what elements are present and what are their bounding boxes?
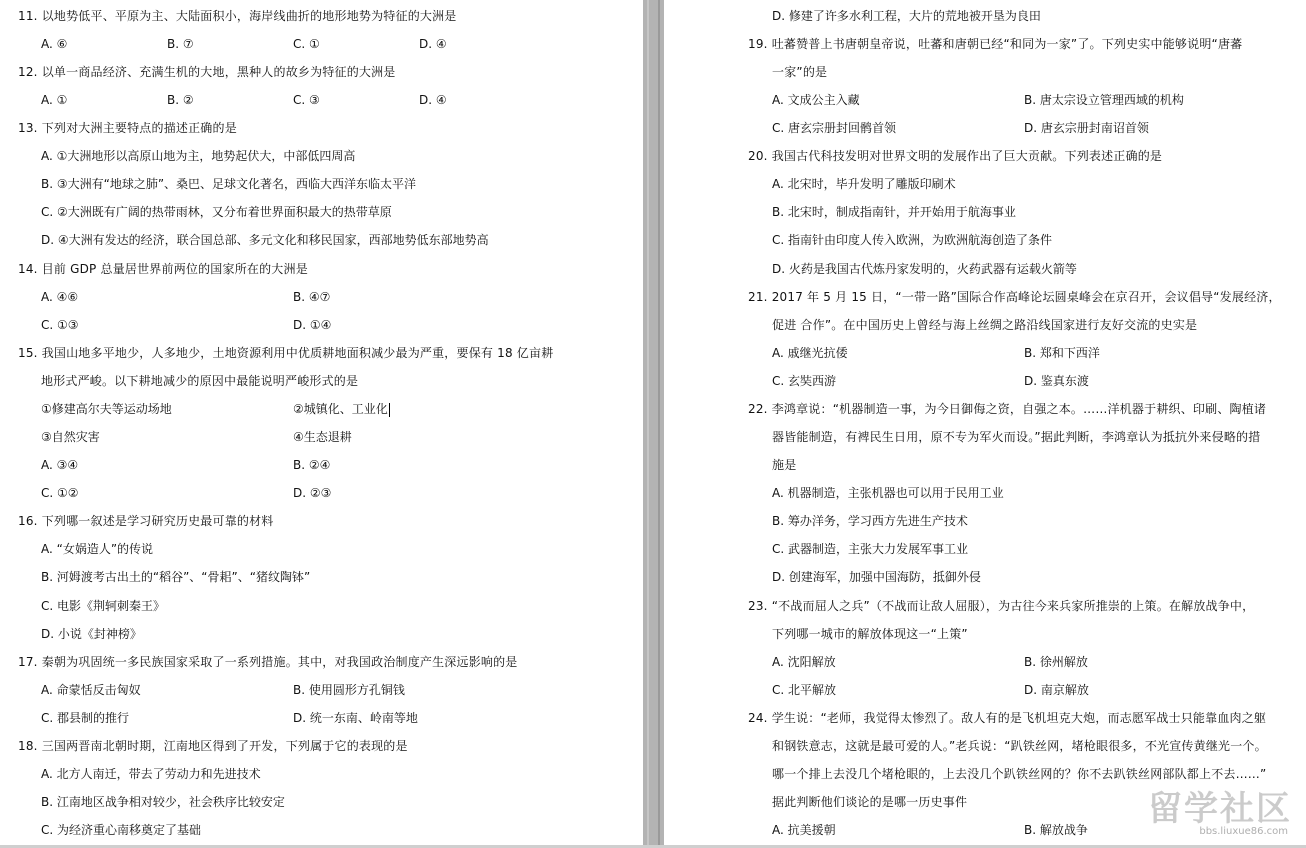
q21-option-d: D. 鉴真东渡 [1024,374,1089,388]
q13-option-b: B. ③大洲有“地球之肺”、桑巴、足球文化著名，西临大西洋东临太平洋 [41,177,417,191]
q22-option-b: B. 筹办洋务，学习西方先进生产技术 [772,514,968,528]
watermark-url: bbs.liuxue86.com [1199,826,1288,837]
q14-option-d: D. ①④ [293,318,332,332]
q17-option-b: B. 使用圆形方孔铜钱 [293,683,405,697]
q23-option-a: A. 沈阳解放 [772,655,836,669]
q16-option-b: B. 河姆渡考古出土的“稻谷”、“骨耜”、“猪纹陶钵” [41,570,311,584]
q13-option-a: A. ①大洲地形以高原山地为主，地势起伏大，中部低四周高 [41,149,356,163]
q13-option-d: D. ④大洲有发达的经济，联合国总部、多元文化和移民国家，西部地势低东部地势高 [41,233,489,247]
q22-option-c: C. 武器制造，主张大力发展军事工业 [772,542,969,556]
q12-option-b: B. ② [167,93,194,107]
q12-stem: 12. 以单一商品经济、充满生机的大地，黑种人的故乡为特征的大洲是 [18,65,396,79]
q17-option-a: A. 命蒙恬反击匈奴 [41,683,141,697]
q21-stem-line1: 21. 2017 年 5 月 15 日，“一带一路”国际合作高峰论坛圆桌峰会在京召开，会议倡导“发展经济， [748,290,1281,304]
watermark-text: 留学社区 [1148,789,1292,829]
q15-item-3: ③自然灾害 [41,430,100,444]
q24-stem-line2: 和钢铁意志，这就是最可爱的人。”老兵说：“趴铁丝网，堵枪眼很多，不光宣传黄继光一个。 [772,739,1267,753]
q21-option-b: B. 郑和下西洋 [1024,346,1100,360]
q19-option-a: A. 文成公主入藏 [772,93,860,107]
q19-option-c: C. 唐玄宗册封回鹘首领 [772,121,897,135]
q21-stem-line2: 促进 合作”。在中国历史上曾经与海上丝绸之路沿线国家进行友好交流的史实是 [772,318,1198,332]
q14-option-c: C. ①③ [41,318,79,332]
text-cursor [389,403,390,417]
q17-option-c: C. 郡县制的推行 [41,711,130,725]
q23-option-b: B. 徐州解放 [1024,655,1088,669]
q22-stem-line2: 器皆能制造，有裨民生日用，原不专为军火而设。”据此判断，李鸿章认为抵抗外来侵略的措 [772,430,1261,444]
q18-option-b: B. 江南地区战争相对较少，社会秩序比较安定 [41,795,285,809]
left-page [0,0,643,848]
q18-option-d: D. 修建了许多水利工程，大片的荒地被开垦为良田 [772,9,1041,23]
q21-option-a: A. 戚继光抗倭 [772,346,848,360]
page-gutter [643,0,664,848]
q12-option-c: C. ③ [293,93,320,107]
q13-stem: 13. 下列对大洲主要特点的描述正确的是 [18,121,237,135]
q15-item-1: ①修建高尔夫等运动场地 [41,402,172,416]
q11-stem: 11. 以地势低平、平原为主、大陆面积小，海岸线曲折的地形地势为特征的大洲是 [18,9,457,23]
site-watermark [1122,790,1292,840]
q15-item-2: ②城镇化、工业化 [293,402,388,416]
right-page [664,0,1306,848]
q19-stem-line1: 19. 吐蕃赞普上书唐朝皇帝说，吐蕃和唐朝已经“和同为一家”了。下列史实中能够说明“唐蕃 [748,37,1243,51]
q24-stem-line3: 哪一个排上去没几个堵枪眼的，上去没几个趴铁丝网的？你不去趴铁丝网部队都上不去……” [772,767,1267,781]
q12-option-a: A. ① [41,93,68,107]
q20-option-b: B. 北宋时，制成指南针，并开始用于航海事业 [772,205,1016,219]
q24-option-b: B. 解放战争 [1024,823,1088,837]
q11-option-a: A. ⑥ [41,37,68,51]
q20-option-a: A. 北宋时，毕升发明了雕版印刷术 [772,177,956,191]
q19-stem-line2: 一家”的是 [772,65,828,79]
q16-stem: 16. 下列哪一叙述是学习研究历史最可靠的材料 [18,514,274,528]
q23-option-d: D. 南京解放 [1024,683,1089,697]
q11-option-c: C. ① [293,37,320,51]
q24-stem-line1: 24. 学生说：“老师，我觉得太惨烈了。敌人有的是飞机坦克大炮，而志愿军战士只能靠血肉之躯 [748,711,1267,725]
q15-stem-line2: 地形式严峻。以下耕地减少的原因中最能说明严峻形式的是 [41,374,359,388]
q20-stem: 20. 我国古代科技发明对世界文明的发展作出了巨大贡献。下列表述正确的是 [748,149,1163,163]
q11-option-b: B. ⑦ [167,37,194,51]
q15-stem-line1: 15. 我国山地多平地少，人多地少，土地资源利用中优质耕地面积减少最为严重，要保有 18 亿亩耕 [18,346,554,360]
q18-option-a: A. 北方人南迁，带去了劳动力和先进技术 [41,767,261,781]
q21-option-c: C. 玄奘西游 [772,374,837,388]
q15-option-b: B. ②④ [293,458,331,472]
q14-option-a: A. ④⑥ [41,290,79,304]
q23-stem-line2: 下列哪一城市的解放体现这一“上策” [772,627,968,641]
q22-option-d: D. 创建海军，加强中国海防，抵御外侵 [772,570,981,584]
q22-stem-line3: 施是 [772,458,797,472]
q15-item-4: ④生态退耕 [293,430,352,444]
q16-option-c: C. 电影《荆轲刺秦王》 [41,599,166,613]
q17-stem: 17. 秦朝为巩固统一多民族国家采取了一系列措施。其中，对我国政治制度产生深远影响的是 [18,655,518,669]
q19-option-d: D. 唐玄宗册封南诏首领 [1024,121,1149,135]
q13-option-c: C. ②大洲既有广阔的热带雨林，又分布着世界面积最大的热带草原 [41,205,392,219]
q19-option-b: B. 唐太宗设立管理西域的机构 [1024,93,1184,107]
q22-option-a: A. 机器制造，主张机器也可以用于民用工业 [772,486,1004,500]
q16-option-a: A. “女娲造人”的传说 [41,542,154,556]
q23-option-c: C. 北平解放 [772,683,837,697]
q15-option-d: D. ②③ [293,486,332,500]
q20-option-d: D. 火药是我国古代炼丹家发明的，火药武器有运载火箭等 [772,262,1077,276]
q14-stem: 14. 目前 GDP 总量居世界前两位的国家所在的大洲是 [18,262,308,276]
q23-stem-line1: 23. “不战而屈人之兵”（不战而让敌人屈服），为古往今来兵家所推崇的上策。在解放战争中， [748,599,1255,613]
q17-option-d: D. 统一东南、岭南等地 [293,711,418,725]
q15-option-a: A. ③④ [41,458,79,472]
q18-stem: 18. 三国两晋南北朝时期，江南地区得到了开发，下列属于它的表现的是 [18,739,408,753]
q15-item-2-wrap[interactable] [293,398,390,420]
q24-option-a: A. 抗美援朝 [772,823,836,837]
q11-option-d: D. ④ [419,37,447,51]
q22-stem-line1: 22. 李鸿章说：“机器制造一事，为今日御侮之资，自强之本。……洋机器于耕织、印刷、陶植诸 [748,402,1267,416]
q20-option-c: C. 指南针由印度人传入欧洲，为欧洲航海创造了条件 [772,233,1053,247]
q15-option-c: C. ①② [41,486,79,500]
q16-option-d: D. 小说《封神榜》 [41,627,142,641]
q18-option-c: C. 为经济重心南移奠定了基础 [41,823,202,837]
q14-option-b: B. ④⑦ [293,290,331,304]
q12-option-d: D. ④ [419,93,447,107]
q24-stem-line4: 据此判断他们谈论的是哪一历史事件 [772,795,968,809]
